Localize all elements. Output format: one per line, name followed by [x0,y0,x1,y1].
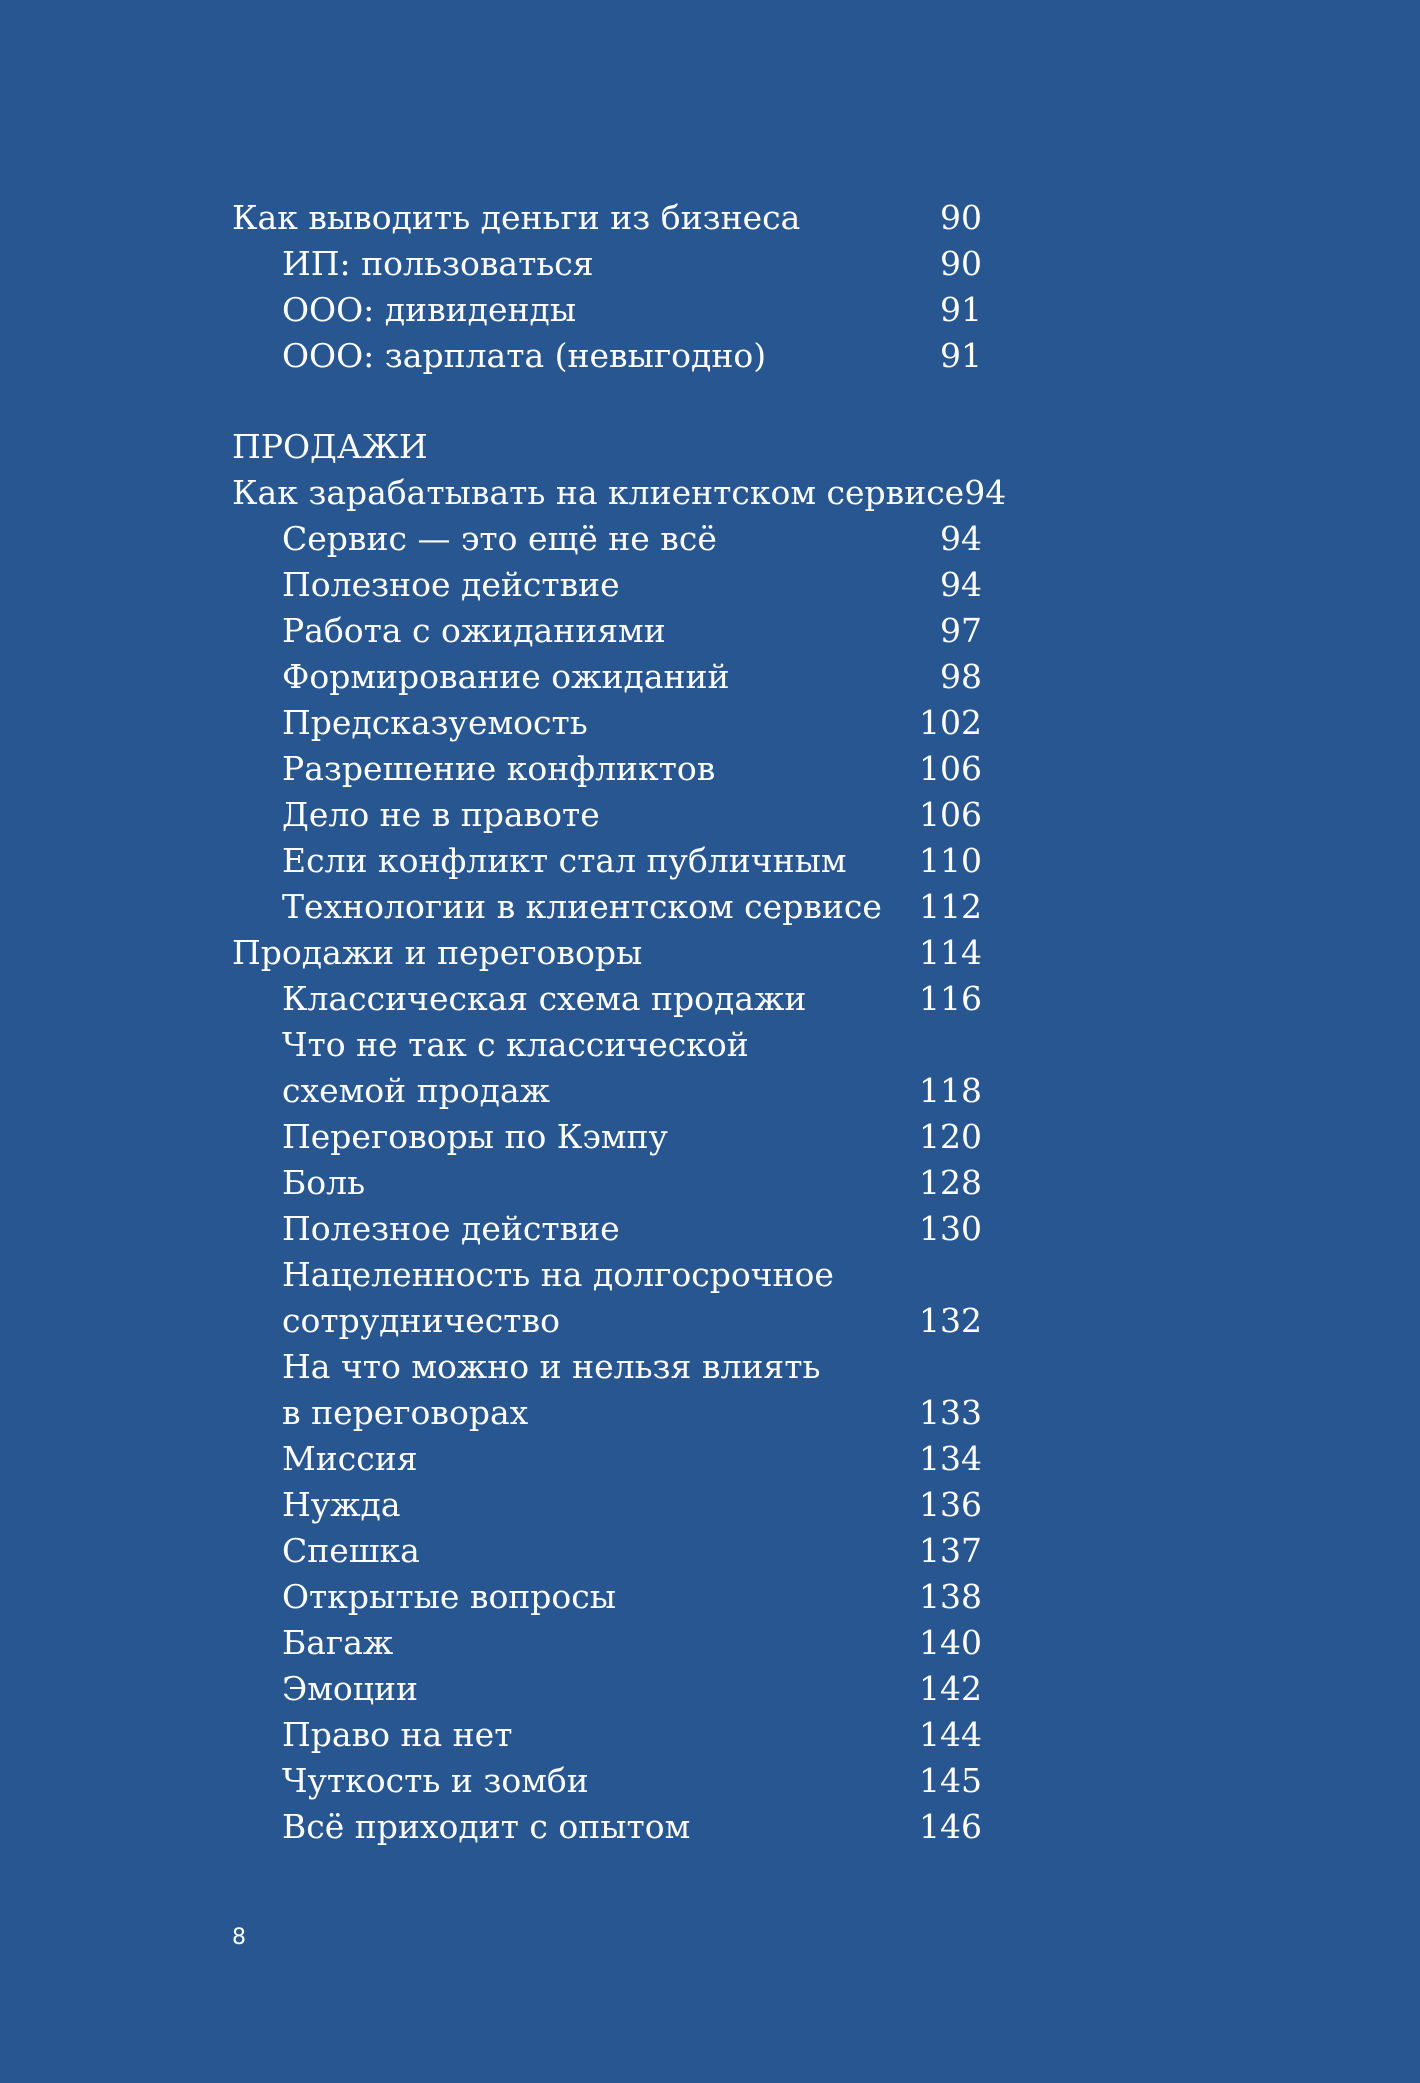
toc-subentry[interactable] [232,1436,982,1482]
toc-subentry[interactable] [232,1482,982,1528]
toc-entry-title: ИП: пользоваться [282,244,594,283]
toc-entry-title: Боль [282,1163,366,1202]
toc-subentry[interactable] [232,654,982,700]
toc-entry-page-number: 132 [919,1301,982,1340]
toc-entry-title: ООО: дивиденды [282,290,577,329]
toc-subentry[interactable] [232,884,982,930]
toc-subentry[interactable] [232,1528,982,1574]
toc-entry-page-number: 106 [919,749,982,788]
toc-entry-title: Сервис — это ещё не всё [282,519,717,558]
toc-subentry[interactable] [232,1160,982,1206]
toc-entry-page-number: 112 [919,887,982,926]
toc-entry-page-number: 102 [919,703,982,742]
toc-entry-page-number: 144 [919,1715,982,1754]
toc-subentry[interactable] [232,1712,982,1758]
toc-entry-title: Багаж [282,1623,394,1662]
toc-subentry[interactable] [232,516,982,562]
toc-entry-title: Спешка [282,1531,420,1570]
section-gap [232,379,982,424]
toc-entry-title: Эмоции [282,1669,418,1708]
toc-entry-page-number: 90 [940,244,982,283]
toc-block-sales [232,470,1007,1850]
toc-chapter-entry[interactable] [232,470,1007,516]
toc-entry-title: Всё приходит с опытом [282,1807,691,1846]
toc-subentry[interactable] [232,1620,982,1666]
toc-subentry[interactable] [232,1252,982,1344]
toc-entry-page-number: 94 [964,473,1007,512]
toc-subentry[interactable] [232,562,982,608]
toc-subentry[interactable] [232,1758,982,1804]
toc-entry-page-number: 142 [919,1669,982,1708]
toc-entry-page-number: 91 [940,336,982,375]
toc-entry-title: Формирование ожиданий [282,657,730,696]
toc-entry-page-number: 106 [919,795,982,834]
toc-entry-page-number: 114 [919,933,982,972]
toc-subentry[interactable] [232,608,982,654]
toc-entry-page-number: 110 [919,841,982,880]
toc-entry-page-number: 118 [919,1071,982,1110]
toc-entry-page-number: 133 [919,1393,982,1432]
toc-entry-page-number: 94 [940,565,982,604]
toc-subentry[interactable] [232,976,982,1022]
toc-entry-page-number: 94 [940,519,982,558]
toc-entry-title: Полезное действие [282,1209,620,1248]
toc-subentry[interactable] [232,1666,982,1712]
toc-subentry[interactable] [232,792,982,838]
page-number: 8 [232,1925,246,1950]
toc-entry-title: Миссия [282,1439,418,1478]
toc-entry-title: Продажи и переговоры [232,933,643,972]
toc-entry-title: Что не так с классической схемой продаж [282,1025,749,1110]
toc-subentry[interactable] [232,746,982,792]
toc-entry-page-number: 146 [919,1807,982,1846]
toc-entry-page-number: 137 [919,1531,982,1570]
toc-entry-page-number: 98 [940,657,982,696]
table-of-contents [232,195,1007,1850]
toc-entry-page-number: 134 [919,1439,982,1478]
toc-subentry[interactable] [232,287,982,333]
toc-entry-page-number: 97 [940,611,982,650]
toc-entry-page-number: 136 [919,1485,982,1524]
toc-entry-title: Переговоры по Кэмпу [282,1117,668,1156]
toc-entry-title: Нацеленность на долгосрочное сотрудничество [282,1255,834,1340]
toc-subentry[interactable] [232,838,982,884]
toc-subentry[interactable] [232,1022,982,1114]
toc-entry-title: Как выводить деньги из бизнеса [232,198,801,237]
toc-chapter-entry[interactable] [232,195,982,241]
toc-entry-title: Право на нет [282,1715,513,1754]
toc-entry-title: Классическая схема продажи [282,979,807,1018]
toc-entry-title: Чуткость и зомби [282,1761,589,1800]
toc-block-withdrawal [232,195,982,379]
toc-entry-page-number: 145 [919,1761,982,1800]
toc-subentry[interactable] [232,700,982,746]
toc-subentry[interactable] [232,1344,982,1436]
toc-entry-page-number: 91 [940,290,982,329]
toc-subentry[interactable] [232,333,982,379]
toc-entry-title: Как зарабатывать на клиентском сервисе [232,473,965,512]
toc-chapter-entry[interactable] [232,930,982,976]
toc-entry-title: Если конфликт стал публичным [282,841,847,880]
section-heading: ПРОДАЖИ [232,427,428,466]
toc-entry-title: Открытые вопросы [282,1577,617,1616]
toc-entry-title: Предсказуемость [282,703,588,742]
toc-entry-title: Разрешение конфликтов [282,749,716,788]
toc-entry-page-number: 90 [940,198,982,237]
toc-subentry[interactable] [232,1574,982,1620]
toc-entry-title: Работа с ожиданиями [282,611,666,650]
toc-subentry[interactable] [232,241,982,287]
toc-entry-title: Технологии в клиентском сервисе [282,887,882,926]
toc-entry-title: Дело не в правоте [282,795,600,834]
toc-entry-title: На что можно и нельзя влиять в переговорах [282,1347,821,1432]
toc-entry-page-number: 116 [919,979,982,1018]
toc-subentry[interactable] [232,1114,982,1160]
toc-entry-page-number: 140 [919,1623,982,1662]
toc-entry-title: Нужда [282,1485,401,1524]
toc-subentry[interactable] [232,1804,982,1850]
toc-entry-page-number: 120 [919,1117,982,1156]
toc-entry-title: ООО: зарплата (невыгодно) [282,336,767,375]
toc-entry-page-number: 138 [919,1577,982,1616]
toc-subentry[interactable] [232,1206,982,1252]
toc-entry-page-number: 130 [919,1209,982,1248]
toc-entry-page-number: 128 [919,1163,982,1202]
toc-entry-title: Полезное действие [282,565,620,604]
